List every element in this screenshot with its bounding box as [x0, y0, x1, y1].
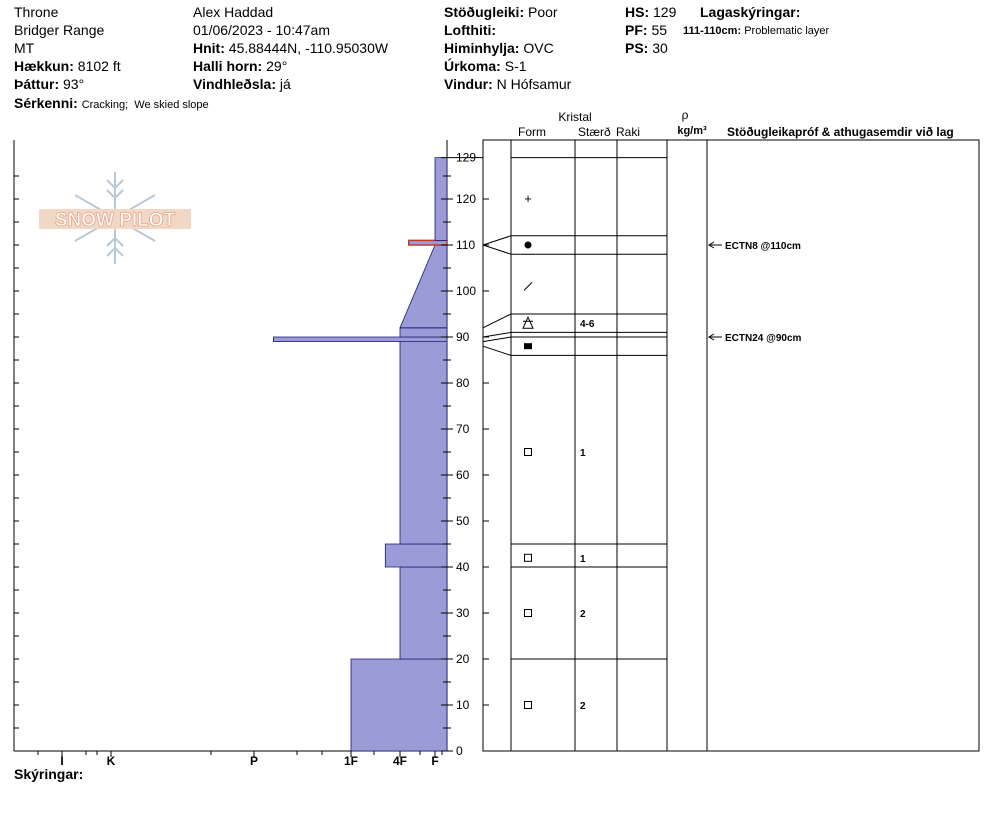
slope-label: Halli horn: — [193, 58, 263, 74]
surface-hoar-crystal-icon — [523, 317, 533, 328]
wind-label: Vindur: — [444, 76, 493, 92]
grain-size-label: 4-6 — [580, 319, 595, 331]
sky-value: OVC — [523, 40, 554, 56]
hardness-tick-label: 4F — [392, 754, 408, 768]
pf-label: PF: — [625, 22, 648, 38]
depth-tick-label: 90 — [456, 330, 470, 344]
hardness-bar — [385, 544, 447, 567]
elevation-label: Hækkun: — [14, 58, 74, 74]
size-header: Stærð — [578, 125, 611, 139]
snowpilot-logo — [39, 172, 191, 264]
crystal-header: Kristal — [558, 110, 592, 124]
wind-value: N Hófsamur — [496, 76, 572, 92]
faceted-crystal-icon — [525, 610, 532, 617]
left-minor-ticks — [14, 176, 19, 751]
location-name: Throne — [14, 4, 59, 20]
depth-tick-label: 80 — [456, 376, 470, 390]
depth-tick-label: 20 — [456, 652, 470, 666]
tests-header: Stöðugleikapróf & athugasemdir við lag — [727, 125, 954, 139]
layer-note-range: 111-110cm: — [683, 25, 742, 37]
rho-header: ρ — [681, 108, 689, 122]
logo-text: SNOW PILOT — [54, 210, 176, 231]
hardness-tick-label: F — [431, 754, 439, 768]
elevation-value: 8102 ft — [77, 58, 121, 74]
depth-tick-label: 50 — [456, 514, 470, 528]
features-value: Cracking; We skied slope — [81, 99, 209, 111]
layer-connector — [483, 236, 511, 245]
hardness-bar — [400, 342, 447, 544]
depth-tick-label: 0 — [456, 744, 463, 758]
hardness-tick-label: I — [60, 754, 64, 768]
depth-ticks — [441, 151, 489, 758]
grain-symbols — [523, 191, 595, 712]
depth-tick-label: 120 — [456, 192, 477, 206]
hardness-ticks — [38, 751, 442, 768]
aspect-value: 93° — [63, 76, 85, 92]
rounding-faceted-crystal-icon — [525, 242, 532, 249]
precip-label: Úrkoma: — [444, 58, 501, 74]
stability-value: Poor — [528, 4, 558, 20]
wind-loading-value: já — [279, 76, 291, 92]
wind-loading-label: Vindhleðsla: — [193, 76, 276, 92]
stability-test-label: ECTN8 @110cm — [725, 241, 801, 252]
airtemp-label: Lofthiti: — [444, 22, 497, 38]
layer-connector — [483, 346, 511, 355]
observation-datetime: 01/06/2023 - 10:47am — [193, 22, 330, 38]
faceted-crystal-icon — [525, 702, 532, 709]
aspect-label: Þáttur: — [14, 76, 60, 92]
precipitation-particle-icon: + — [524, 191, 532, 206]
density-unit-header: kg/m³ — [677, 125, 707, 137]
decomposing-fragment-icon — [524, 282, 532, 290]
hardness-bar — [400, 245, 447, 328]
grain-size-label: 2 — [580, 609, 586, 620]
test-markers — [709, 241, 802, 344]
depth-top-label: 129 — [456, 150, 477, 165]
melt-freeze-crystal-icon — [524, 343, 532, 349]
sky-label: Himinhylja: — [444, 40, 520, 56]
stability-label: Stöðugleiki: — [444, 4, 525, 20]
state-code: MT — [14, 40, 35, 56]
pf-value: 55 — [651, 22, 668, 38]
hardness-bar — [400, 328, 447, 337]
depth-tick-label: 30 — [456, 606, 470, 620]
layer-connector — [483, 337, 511, 342]
layer-connector — [483, 314, 511, 328]
observer-name: Alex Haddad — [193, 4, 274, 20]
hardness-bar — [273, 337, 447, 342]
depth-tick-label: 110 — [456, 238, 476, 252]
ps-label: PS: — [625, 40, 649, 56]
hardness-bar — [351, 659, 447, 751]
depth-tick-label: 70 — [456, 422, 470, 436]
hardness-tick-label: K — [106, 754, 116, 768]
hs-label: HS: — [625, 4, 650, 20]
hardness-tick-label: 1F — [343, 754, 359, 768]
hs-value: 129 — [653, 4, 677, 20]
problem-layer-bar — [409, 240, 447, 245]
slope-value: 29° — [266, 58, 288, 74]
mountain-range: Bridger Range — [14, 22, 105, 38]
faceted-crystal-icon — [525, 554, 532, 561]
features-label: Sérkenni: — [14, 95, 78, 111]
coords-value: 45.88444N, -110.95030W — [228, 40, 389, 56]
coords-label: Hnit: — [193, 40, 225, 56]
ps-value: 30 — [652, 40, 668, 56]
layer-notes-label-text: Lagaskýringar: — [700, 4, 801, 20]
depth-tick-label: 40 — [456, 560, 470, 574]
form-header: Form — [518, 125, 546, 139]
grain-size-label: 2 — [580, 701, 586, 712]
layer-connector — [483, 332, 511, 337]
layer-note-text: Problematic layer — [744, 25, 830, 37]
hardness-tick-label: P — [249, 754, 259, 768]
stability-test-label: ECTN24 @90cm — [725, 333, 802, 344]
moisture-header: Raki — [616, 125, 641, 139]
depth-tick-label: 100 — [456, 284, 477, 298]
grain-size-label: 1 — [580, 448, 586, 459]
faceted-crystal-icon — [525, 449, 532, 456]
depth-tick-label: 10 — [456, 698, 470, 712]
depth-tick-label: 60 — [456, 468, 470, 482]
precip-value: S-1 — [504, 58, 527, 74]
layer-connector — [483, 245, 511, 254]
footer-notes-label: Skýringar: — [14, 766, 84, 782]
grain-size-label: 1 — [580, 553, 586, 565]
hardness-bar — [400, 567, 447, 659]
hardness-bars — [273, 158, 447, 751]
